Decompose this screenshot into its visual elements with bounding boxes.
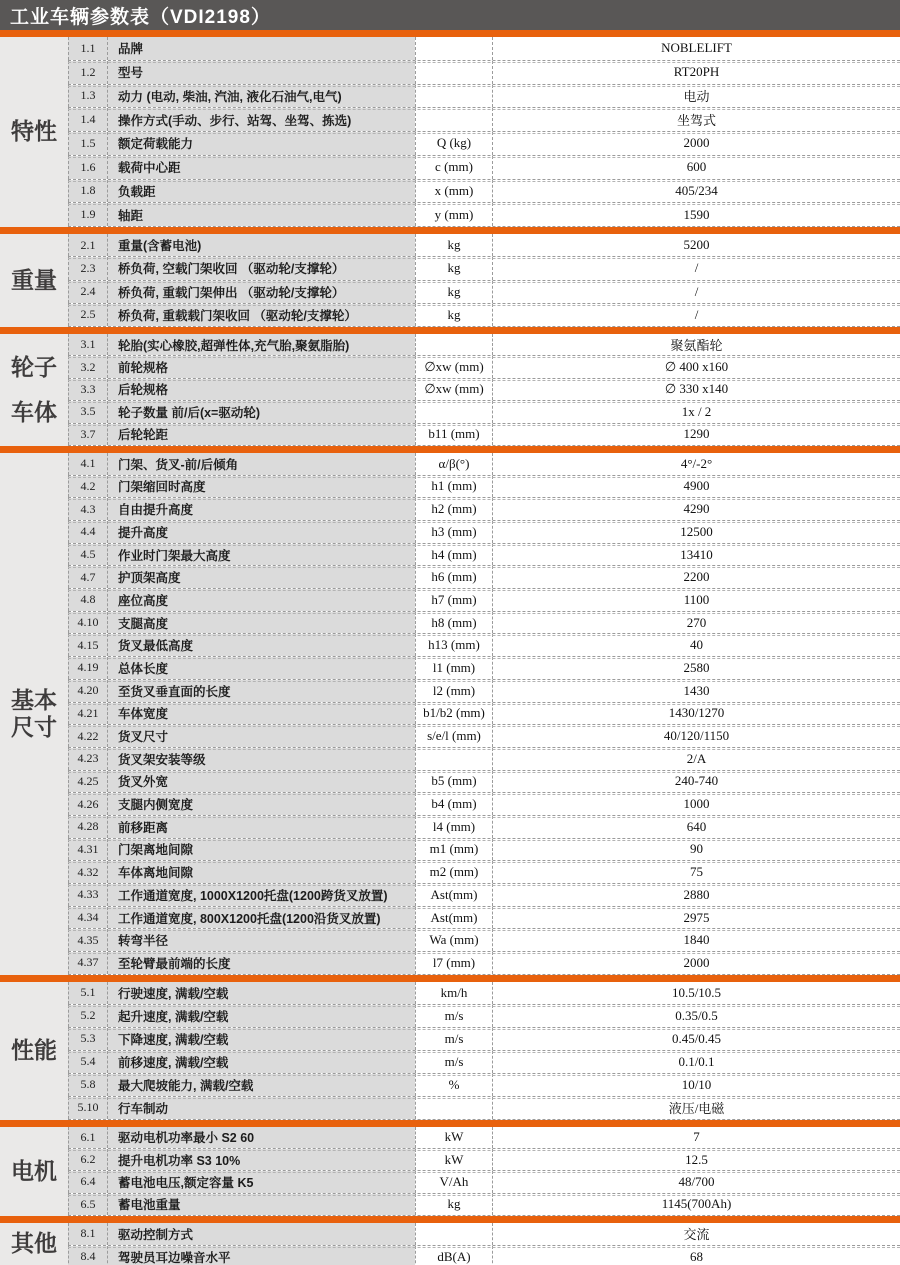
row-number: 6.1 <box>68 1127 107 1148</box>
row-unit <box>415 334 492 355</box>
row-value: ∅ 330 x140 <box>492 379 900 400</box>
row-value: 1000 <box>492 793 900 815</box>
row-description: 驾驶员耳边噪音水平 <box>107 1246 415 1265</box>
row-unit: c (mm) <box>415 156 492 179</box>
table-row <box>68 1028 900 1051</box>
row-value: 1430 <box>492 680 900 702</box>
row-number: 4.1 <box>68 453 107 475</box>
page-title-bar <box>0 0 900 30</box>
row-value: 1430/1270 <box>492 703 900 725</box>
row-number: 4.2 <box>68 476 107 498</box>
row-description: 支腿高度 <box>107 612 415 634</box>
table-row <box>68 156 900 180</box>
row-value: / <box>492 257 900 279</box>
row-value: 240-740 <box>492 771 900 793</box>
row-value: 1290 <box>492 424 900 445</box>
row-value: 5200 <box>492 234 900 256</box>
row-number: 4.33 <box>68 884 107 906</box>
row-unit <box>415 61 492 84</box>
section-divider <box>0 1216 900 1223</box>
section-label-line: 其他 <box>11 1229 57 1256</box>
table-row <box>68 703 900 726</box>
row-unit: b5 (mm) <box>415 771 492 793</box>
row-unit: h1 (mm) <box>415 476 492 498</box>
row-description: 行驶速度, 满载/空载 <box>107 982 415 1004</box>
row-unit: h8 (mm) <box>415 612 492 634</box>
row-description: 型号 <box>107 61 415 84</box>
row-number: 6.2 <box>68 1149 107 1170</box>
row-number: 4.7 <box>68 566 107 588</box>
row-number: 5.1 <box>68 982 107 1004</box>
row-description: 总体长度 <box>107 657 415 679</box>
row-unit <box>415 401 492 422</box>
row-number: 1.4 <box>68 108 107 131</box>
row-unit: α/β(°) <box>415 453 492 475</box>
row-value: / <box>492 281 900 303</box>
row-value: 0.45/0.45 <box>492 1028 900 1050</box>
row-number: 2.4 <box>68 281 107 303</box>
row-number: 5.8 <box>68 1074 107 1096</box>
table-row <box>68 424 900 446</box>
row-number: 5.10 <box>68 1097 107 1119</box>
row-number: 1.8 <box>68 180 107 203</box>
section-label-line: 车体 <box>11 398 57 425</box>
row-unit: Q (kg) <box>415 132 492 155</box>
row-unit: % <box>415 1074 492 1096</box>
table-row <box>68 884 900 907</box>
row-description: 轴距 <box>107 203 415 226</box>
table-row <box>68 1051 900 1074</box>
row-number: 6.5 <box>68 1194 107 1215</box>
row-description: 自由提升高度 <box>107 498 415 520</box>
row-value: 1840 <box>492 929 900 951</box>
table-row <box>68 453 900 476</box>
row-value: 1100 <box>492 589 900 611</box>
row-description: 门架离地间隙 <box>107 839 415 861</box>
section-s5 <box>0 982 900 1120</box>
row-description: 行车制动 <box>107 1097 415 1119</box>
row-number: 1.3 <box>68 85 107 108</box>
row-description: 蓄电池电压,额定容量 K5 <box>107 1171 415 1192</box>
table-row <box>68 476 900 499</box>
row-description: 车体宽度 <box>107 703 415 725</box>
row-value: 交流 <box>492 1223 900 1245</box>
table-row <box>68 1149 900 1171</box>
section-label-line: 特性 <box>11 118 57 145</box>
section-divider <box>0 227 900 234</box>
row-number: 5.3 <box>68 1028 107 1050</box>
row-unit: kW <box>415 1127 492 1148</box>
section-label <box>0 982 68 1120</box>
section-label <box>0 37 68 227</box>
table-row <box>68 180 900 204</box>
row-description: 轮子数量 前/后(x=驱动轮) <box>107 401 415 422</box>
row-unit: h6 (mm) <box>415 566 492 588</box>
row-number: 4.31 <box>68 839 107 861</box>
row-value: 电动 <box>492 85 900 108</box>
row-description: 货叉尺寸 <box>107 725 415 747</box>
row-description: 货叉架安装等级 <box>107 748 415 770</box>
row-value: 坐驾式 <box>492 108 900 131</box>
row-value: 48/700 <box>492 1171 900 1192</box>
row-number: 4.34 <box>68 907 107 929</box>
row-value: 90 <box>492 839 900 861</box>
table-row <box>68 1223 900 1246</box>
row-value: 0.35/0.5 <box>492 1005 900 1027</box>
row-unit: V/Ah <box>415 1171 492 1192</box>
table-row <box>68 85 900 109</box>
row-number: 3.3 <box>68 379 107 400</box>
row-unit: kg <box>415 304 492 326</box>
row-number: 1.1 <box>68 37 107 60</box>
row-number: 5.4 <box>68 1051 107 1073</box>
row-value: 4290 <box>492 498 900 520</box>
table-row <box>68 1171 900 1193</box>
row-unit <box>415 1223 492 1245</box>
row-unit <box>415 85 492 108</box>
page-title: 工业车辆参数表（VDI2198） <box>10 6 271 28</box>
row-description: 下降速度, 满载/空载 <box>107 1028 415 1050</box>
row-number: 4.26 <box>68 793 107 815</box>
table-row <box>68 108 900 132</box>
row-number: 4.32 <box>68 861 107 883</box>
row-value: 40/120/1150 <box>492 725 900 747</box>
row-unit: Ast(mm) <box>415 907 492 929</box>
section-divider <box>0 1120 900 1127</box>
row-number: 8.1 <box>68 1223 107 1245</box>
row-description: 座位高度 <box>107 589 415 611</box>
row-description: 蓄电池重量 <box>107 1194 415 1215</box>
row-description: 驱动电机功率最小 S2 60 <box>107 1127 415 1148</box>
row-number: 4.20 <box>68 680 107 702</box>
row-number: 2.5 <box>68 304 107 326</box>
section-label-line: 电机 <box>11 1157 57 1184</box>
table-row <box>68 793 900 816</box>
row-number: 1.2 <box>68 61 107 84</box>
row-number: 5.2 <box>68 1005 107 1027</box>
row-number: 4.21 <box>68 703 107 725</box>
row-description: 前移距离 <box>107 816 415 838</box>
row-unit <box>415 37 492 60</box>
row-value: 4°/-2° <box>492 453 900 475</box>
row-unit: Ast(mm) <box>415 884 492 906</box>
row-value: 聚氨酯轮 <box>492 334 900 355</box>
row-description: 额定荷载能力 <box>107 132 415 155</box>
row-number: 4.25 <box>68 771 107 793</box>
row-number: 4.37 <box>68 952 107 974</box>
row-number: 1.9 <box>68 203 107 226</box>
row-value: 40 <box>492 634 900 656</box>
row-value: RT20PH <box>492 61 900 84</box>
row-value: 13410 <box>492 544 900 566</box>
row-unit: dB(A) <box>415 1246 492 1265</box>
section-s3 <box>0 334 900 446</box>
row-value: 2975 <box>492 907 900 929</box>
table-row <box>68 334 900 356</box>
section-s8 <box>0 1223 900 1265</box>
table-row <box>68 1097 900 1120</box>
row-value: 12.5 <box>492 1149 900 1170</box>
row-unit: m1 (mm) <box>415 839 492 861</box>
row-description: 前轮规格 <box>107 356 415 377</box>
row-description: 工作通道宽度, 800X1200托盘(1200沿货叉放置) <box>107 907 415 929</box>
row-description: 工作通道宽度, 1000X1200托盘(1200跨货叉放置) <box>107 884 415 906</box>
row-unit: kg <box>415 234 492 256</box>
row-description: 货叉最低高度 <box>107 634 415 656</box>
row-description: 轮胎(实心橡胶,超弹性体,充气胎,聚氨脂胎) <box>107 334 415 355</box>
row-value: 2880 <box>492 884 900 906</box>
row-value: 2000 <box>492 132 900 155</box>
section-s6 <box>0 1127 900 1216</box>
row-unit <box>415 1097 492 1119</box>
table-row <box>68 379 900 401</box>
table-row <box>68 657 900 680</box>
row-number: 4.35 <box>68 929 107 951</box>
row-number: 4.19 <box>68 657 107 679</box>
row-number: 4.8 <box>68 589 107 611</box>
row-description: 驱动控制方式 <box>107 1223 415 1245</box>
row-description: 桥负荷, 空载门架收回 （驱动轮/支撑轮） <box>107 257 415 279</box>
row-value: 270 <box>492 612 900 634</box>
section-divider <box>0 327 900 334</box>
row-description: 后轮规格 <box>107 379 415 400</box>
table-row <box>68 566 900 589</box>
row-unit: kg <box>415 281 492 303</box>
table-row <box>68 37 900 61</box>
row-unit: km/h <box>415 982 492 1004</box>
row-unit: m/s <box>415 1051 492 1073</box>
row-unit: ∅xw (mm) <box>415 379 492 400</box>
row-unit: ∅xw (mm) <box>415 356 492 377</box>
row-number: 4.3 <box>68 498 107 520</box>
row-unit <box>415 108 492 131</box>
row-unit: m2 (mm) <box>415 861 492 883</box>
row-unit: b11 (mm) <box>415 424 492 445</box>
row-unit: h3 (mm) <box>415 521 492 543</box>
row-description: 至货叉垂直面的长度 <box>107 680 415 702</box>
section-s4 <box>0 453 900 975</box>
table-row <box>68 544 900 567</box>
row-number: 4.5 <box>68 544 107 566</box>
row-number: 1.5 <box>68 132 107 155</box>
table-row <box>68 521 900 544</box>
row-number: 3.5 <box>68 401 107 422</box>
row-unit: l2 (mm) <box>415 680 492 702</box>
row-value: 1x / 2 <box>492 401 900 422</box>
table-row <box>68 907 900 930</box>
row-description: 门架缩回时高度 <box>107 476 415 498</box>
row-value: 2580 <box>492 657 900 679</box>
section-label <box>0 453 68 975</box>
section-divider <box>0 30 900 37</box>
row-description: 门架、货叉-前/后倾角 <box>107 453 415 475</box>
table-row <box>68 1246 900 1265</box>
row-number: 4.28 <box>68 816 107 838</box>
row-description: 后轮轮距 <box>107 424 415 445</box>
row-number: 3.2 <box>68 356 107 377</box>
row-unit: Wa (mm) <box>415 929 492 951</box>
table-row <box>68 132 900 156</box>
row-value: 600 <box>492 156 900 179</box>
table-row <box>68 1127 900 1149</box>
section-label <box>0 334 68 446</box>
row-description: 至轮臂最前端的长度 <box>107 952 415 974</box>
section-divider <box>0 446 900 453</box>
table-row <box>68 498 900 521</box>
table-row <box>68 634 900 657</box>
section-label-line: 性能 <box>11 1037 57 1064</box>
row-description: 车体离地间隙 <box>107 861 415 883</box>
table-row <box>68 839 900 862</box>
row-unit: kg <box>415 1194 492 1215</box>
row-description: 护顶架高度 <box>107 566 415 588</box>
row-value: 2000 <box>492 952 900 974</box>
row-description: 操作方式(手动、步行、站驾、坐驾、拣选) <box>107 108 415 131</box>
row-description: 货叉外宽 <box>107 771 415 793</box>
row-unit: kg <box>415 257 492 279</box>
section-label-line: 重量 <box>11 266 57 293</box>
row-value: 640 <box>492 816 900 838</box>
section-s2 <box>0 234 900 327</box>
table-row <box>68 234 900 257</box>
row-description: 作业时门架最大高度 <box>107 544 415 566</box>
table-row <box>68 1194 900 1216</box>
row-unit: l1 (mm) <box>415 657 492 679</box>
table-row <box>68 725 900 748</box>
row-description: 转弯半径 <box>107 929 415 951</box>
row-unit: y (mm) <box>415 203 492 226</box>
table-row <box>68 680 900 703</box>
row-number: 1.6 <box>68 156 107 179</box>
row-unit: h4 (mm) <box>415 544 492 566</box>
table-row <box>68 929 900 952</box>
section-label <box>0 1223 68 1265</box>
row-number: 3.1 <box>68 334 107 355</box>
row-unit: m/s <box>415 1005 492 1027</box>
row-unit: b4 (mm) <box>415 793 492 815</box>
row-number: 6.4 <box>68 1171 107 1192</box>
table-row <box>68 816 900 839</box>
table-row <box>68 982 900 1005</box>
row-unit: l4 (mm) <box>415 816 492 838</box>
table-row <box>68 1005 900 1028</box>
table-row <box>68 748 900 771</box>
row-unit: b1/b2 (mm) <box>415 703 492 725</box>
row-unit: h2 (mm) <box>415 498 492 520</box>
row-description: 动力 (电动, 柴油, 汽油, 液化石油气,电气) <box>107 85 415 108</box>
row-description: 重量(含蓄电池) <box>107 234 415 256</box>
row-number: 4.23 <box>68 748 107 770</box>
row-value: ∅ 400 x160 <box>492 356 900 377</box>
row-unit: h7 (mm) <box>415 589 492 611</box>
row-unit: m/s <box>415 1028 492 1050</box>
row-number: 4.10 <box>68 612 107 634</box>
table-row <box>68 861 900 884</box>
row-description: 起升速度, 满载/空载 <box>107 1005 415 1027</box>
row-description: 提升高度 <box>107 521 415 543</box>
row-value: 7 <box>492 1127 900 1148</box>
spec-table <box>0 30 900 1265</box>
table-row <box>68 281 900 304</box>
row-value: 75 <box>492 861 900 883</box>
row-value: 10.5/10.5 <box>492 982 900 1004</box>
section-label-line: 尺寸 <box>11 713 57 740</box>
table-row <box>68 304 900 327</box>
section-s1 <box>0 37 900 227</box>
table-row <box>68 771 900 794</box>
section-label <box>0 234 68 327</box>
table-row <box>68 1074 900 1097</box>
row-number: 8.4 <box>68 1246 107 1265</box>
row-unit: kW <box>415 1149 492 1170</box>
row-value: 68 <box>492 1246 900 1265</box>
section-label <box>0 1127 68 1216</box>
row-unit <box>415 748 492 770</box>
row-value: 2/A <box>492 748 900 770</box>
row-value: 1145(700Ah) <box>492 1194 900 1215</box>
table-row <box>68 401 900 423</box>
row-number: 2.1 <box>68 234 107 256</box>
row-description: 品牌 <box>107 37 415 60</box>
row-unit: x (mm) <box>415 180 492 203</box>
row-value: / <box>492 304 900 326</box>
section-divider <box>0 975 900 982</box>
row-value: 4900 <box>492 476 900 498</box>
row-number: 4.22 <box>68 725 107 747</box>
row-description: 提升电机功率 S3 10% <box>107 1149 415 1170</box>
row-description: 桥负荷, 重载载门架收回 （驱动轮/支撑轮） <box>107 304 415 326</box>
row-value: 405/234 <box>492 180 900 203</box>
section-label-line: 基本 <box>11 686 57 713</box>
table-row <box>68 612 900 635</box>
row-value: 液压/电磁 <box>492 1097 900 1119</box>
table-row <box>68 952 900 975</box>
row-description: 负载距 <box>107 180 415 203</box>
row-unit: s/e/l (mm) <box>415 725 492 747</box>
row-description: 前移速度, 满载/空载 <box>107 1051 415 1073</box>
row-value: 1590 <box>492 203 900 226</box>
row-number: 4.4 <box>68 521 107 543</box>
row-value: NOBLELIFT <box>492 37 900 60</box>
row-description: 载荷中心距 <box>107 156 415 179</box>
row-value: 10/10 <box>492 1074 900 1096</box>
row-value: 0.1/0.1 <box>492 1051 900 1073</box>
row-number: 4.15 <box>68 634 107 656</box>
row-value: 2200 <box>492 566 900 588</box>
table-row <box>68 203 900 227</box>
table-row <box>68 589 900 612</box>
row-unit: l7 (mm) <box>415 952 492 974</box>
row-number: 2.3 <box>68 257 107 279</box>
row-description: 桥负荷, 重载门架伸出 （驱动轮/支撑轮） <box>107 281 415 303</box>
row-description: 最大爬坡能力, 满载/空载 <box>107 1074 415 1096</box>
section-label-line: 轮子 <box>11 353 57 380</box>
row-number: 3.7 <box>68 424 107 445</box>
table-row <box>68 257 900 280</box>
table-row <box>68 356 900 378</box>
table-row <box>68 61 900 85</box>
row-description: 支腿内侧宽度 <box>107 793 415 815</box>
row-unit: h13 (mm) <box>415 634 492 656</box>
row-value: 12500 <box>492 521 900 543</box>
